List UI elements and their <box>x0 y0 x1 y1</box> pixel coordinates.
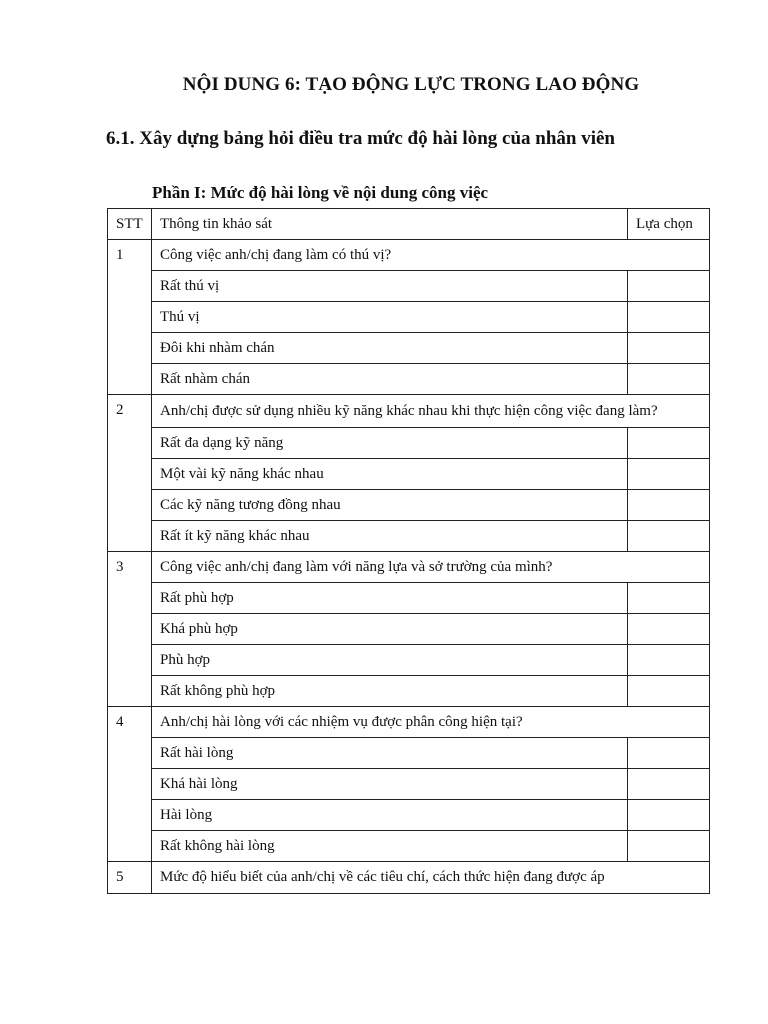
question-row <box>108 240 710 271</box>
header-info: Thông tin khảo sát <box>152 209 628 240</box>
choice-cell[interactable] <box>628 738 710 769</box>
choice-cell[interactable] <box>628 800 710 831</box>
option-row <box>108 490 710 521</box>
option-row <box>108 364 710 395</box>
question-row <box>108 395 710 428</box>
header-choice: Lựa chọn <box>628 209 710 240</box>
option-row <box>108 738 710 769</box>
question-text: Anh/chị hài lòng với các nhiệm vụ được phân công hiện tại? <box>152 707 710 738</box>
option-row <box>108 645 710 676</box>
option-label: Thú vị <box>152 302 628 333</box>
choice-cell[interactable] <box>628 614 710 645</box>
option-row <box>108 302 710 333</box>
option-row <box>108 831 710 862</box>
question-text: Mức độ hiểu biết của anh/chị về các tiêu chí, cách thức hiện đang được áp <box>152 862 710 894</box>
option-label: Rất thú vị <box>152 271 628 302</box>
choice-cell[interactable] <box>628 364 710 395</box>
choice-cell[interactable] <box>628 459 710 490</box>
option-row <box>108 800 710 831</box>
document-title: NỘI DUNG 6: TẠO ĐỘNG LỰC TRONG LAO ĐỘNG <box>182 74 640 95</box>
question-number: 5 <box>108 862 152 894</box>
choice-cell[interactable] <box>628 302 710 333</box>
option-label: Rất không hài lòng <box>152 831 628 862</box>
option-label: Hài lòng <box>152 800 628 831</box>
option-row <box>108 614 710 645</box>
survey-table <box>107 208 710 894</box>
option-row <box>108 459 710 490</box>
option-label: Khá hài lòng <box>152 769 628 800</box>
choice-cell[interactable] <box>628 428 710 459</box>
option-row <box>108 333 710 364</box>
section-heading: 6.1. Xây dựng bảng hỏi điều tra mức độ hài lòng của nhân viên <box>106 128 615 149</box>
question-text: Công việc anh/chị đang làm có thú vị? <box>152 240 710 271</box>
option-label: Rất hài lòng <box>152 738 628 769</box>
option-label: Đôi khi nhàm chán <box>152 333 628 364</box>
choice-cell[interactable] <box>628 645 710 676</box>
option-label: Rất ít kỹ năng khác nhau <box>152 521 628 552</box>
question-number: 1 <box>108 240 152 395</box>
option-row <box>108 521 710 552</box>
choice-cell[interactable] <box>628 676 710 707</box>
option-label: Rất phù hợp <box>152 583 628 614</box>
choice-cell[interactable] <box>628 583 710 614</box>
option-label: Phù hợp <box>152 645 628 676</box>
choice-cell[interactable] <box>628 831 710 862</box>
question-row <box>108 707 710 738</box>
option-label: Khá phù hợp <box>152 614 628 645</box>
question-row <box>108 552 710 583</box>
option-label: Một vài kỹ năng khác nhau <box>152 459 628 490</box>
option-label: Các kỹ năng tương đồng nhau <box>152 490 628 521</box>
option-label: Rất nhàm chán <box>152 364 628 395</box>
option-row <box>108 676 710 707</box>
question-text: Công việc anh/chị đang làm với năng lựa và sở trường của mình? <box>152 552 710 583</box>
choice-cell[interactable] <box>628 271 710 302</box>
choice-cell[interactable] <box>628 490 710 521</box>
choice-cell[interactable] <box>628 769 710 800</box>
question-number: 3 <box>108 552 152 707</box>
choice-cell[interactable] <box>628 333 710 364</box>
option-label: Rất không phù hợp <box>152 676 628 707</box>
table-header-row <box>108 209 710 240</box>
question-number: 4 <box>108 707 152 862</box>
question-row <box>108 862 710 894</box>
choice-cell[interactable] <box>628 521 710 552</box>
part-heading: Phần I: Mức độ hài lòng về nội dung công việc <box>152 183 489 202</box>
question-number: 2 <box>108 395 152 552</box>
option-row <box>108 271 710 302</box>
header-stt: STT <box>108 209 152 240</box>
question-text: Anh/chị được sử dụng nhiều kỹ năng khác nhau khi thực hiện công việc đang làm? <box>152 395 710 428</box>
option-row <box>108 769 710 800</box>
option-label: Rất đa dạng kỹ năng <box>152 428 628 459</box>
option-row <box>108 428 710 459</box>
option-row <box>108 583 710 614</box>
